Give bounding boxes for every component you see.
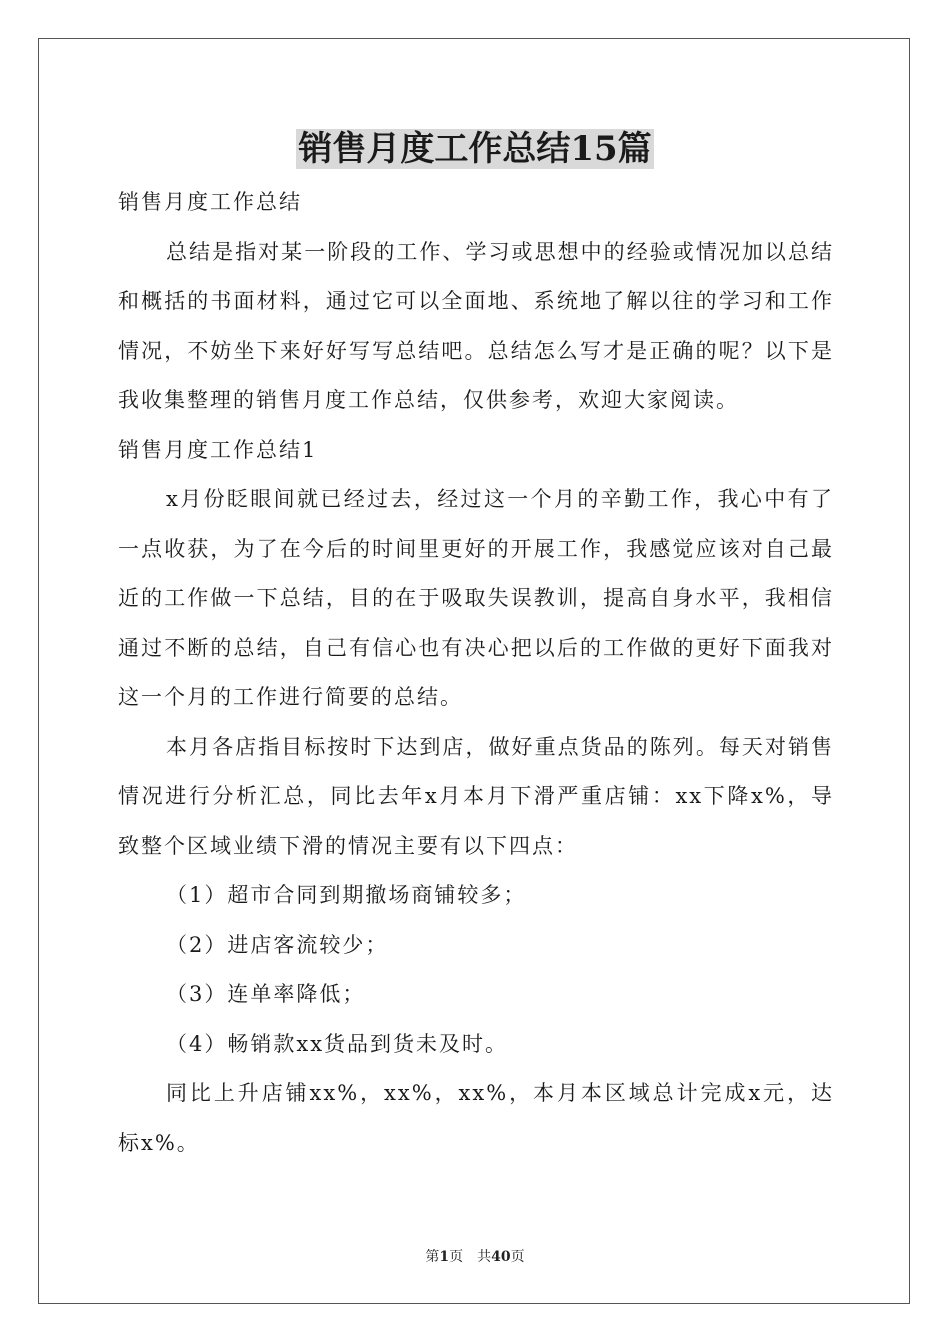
section-heading-1: 销售月度工作总结: [118, 190, 302, 214]
total-pages: 40: [491, 1249, 511, 1265]
body-paragraph-2: 本月各店指目标按时下达到店，做好重点货品的陈列。每天对销售情况进行分析汇总，同比去年x月本月下滑严重店铺：xx下降x%，导致整个区域业绩下滑的情况主要有以下四点：: [118, 734, 834, 858]
list-item-2: （2）进店客流较少；: [166, 932, 389, 957]
body-paragraph-1: x月份眨眼间就已经过去，经过这一个月的辛勤工作，我心中有了一点收获，为了在今后的时间里更好的开展工作，我感觉应该对自己最近的工作做一下总结，目的在于吸取失误教训，提高自身水平，我相信通过不断的总结，自己有信心也有决心把以后的工作做的更好下面我对这一个月的工作进行简要的总结。: [118, 487, 834, 709]
section-heading-2: 销售月度工作总结1: [118, 437, 318, 462]
page-footer: [0, 1247, 950, 1267]
intro-paragraph: 总结是指对某一阶段的工作、学习或思想中的经验或情况加以总结和概括的书面材料，通过它可以全面地、系统地了解以往的学习和工作情况，不妨坐下来好好写写总结吧。总结怎么写才是正确的呢？以下是我收集整理的销售月度工作总结，仅供参考，欢迎大家阅读。: [118, 239, 834, 412]
page-number: 1: [439, 1249, 450, 1265]
list-item-3: （3）连单率降低；: [166, 982, 366, 1006]
document-title-text: 销售月度工作总结15篇: [298, 129, 652, 169]
document-body: [118, 178, 834, 1168]
page-prefix: 第: [425, 1249, 440, 1265]
body-paragraph-3: 同比上升店铺xx%，xx%，xx%，本月本区域总计完成x元，达标x%。: [118, 1081, 834, 1155]
list-item-1: （1）超市合同到期撤场商铺较多；: [166, 883, 527, 907]
page-suffix: 页: [449, 1249, 464, 1265]
document-title: [0, 124, 950, 174]
total-prefix: 共: [477, 1249, 492, 1265]
list-item-4: （4）畅销款xx货品到货未及时。: [166, 1031, 509, 1056]
total-suffix: 页: [510, 1249, 525, 1265]
